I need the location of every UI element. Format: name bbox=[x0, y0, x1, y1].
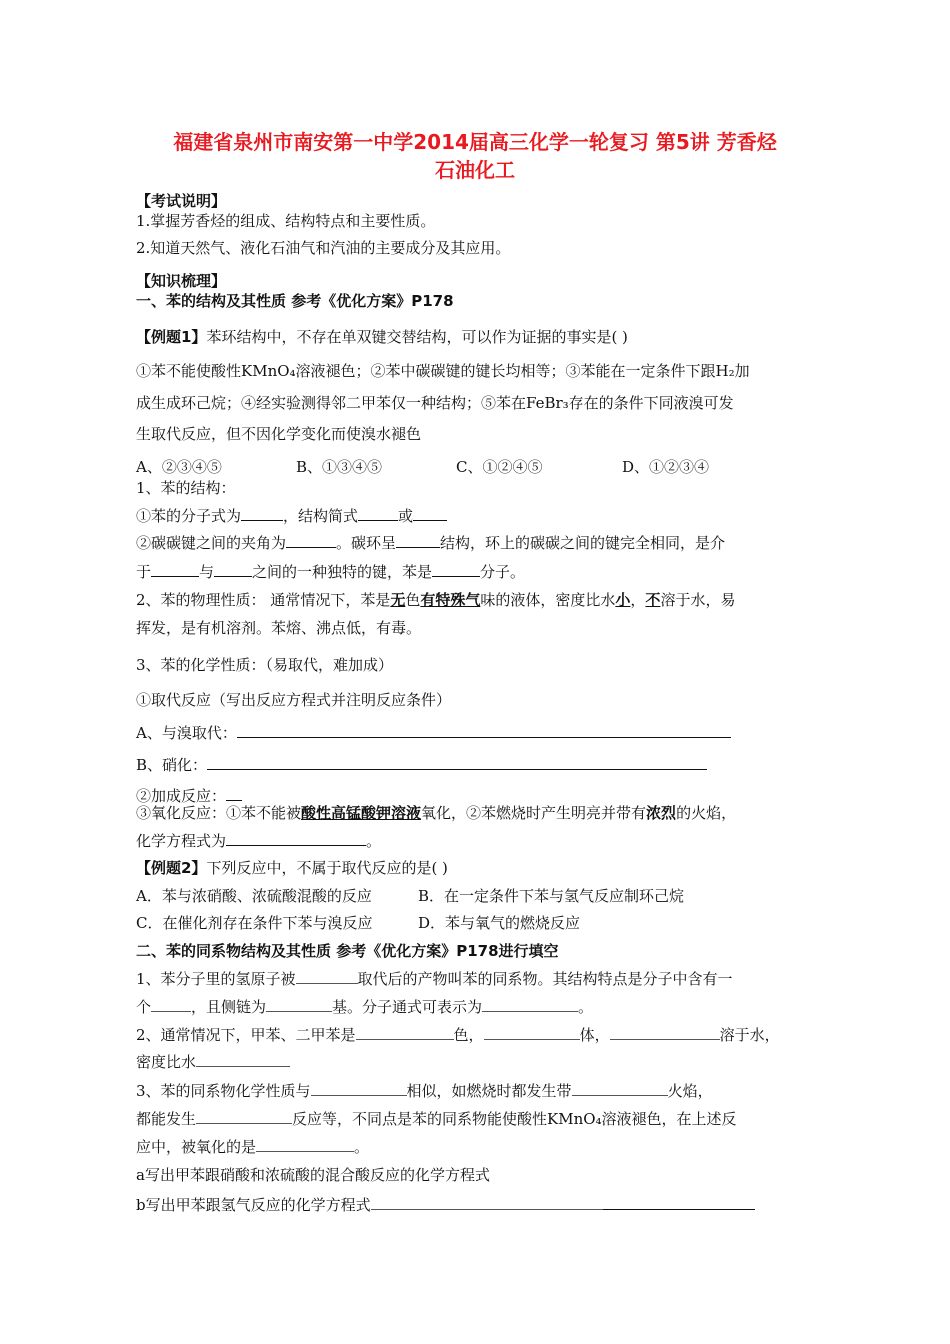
physical-line-1 bbox=[136, 590, 735, 610]
label: 于 bbox=[136, 563, 152, 581]
text: 都能发生 bbox=[136, 1110, 197, 1128]
option-c: C．在催化剂存在条件下苯与溴反应 bbox=[136, 914, 373, 932]
blank-flame[interactable] bbox=[572, 1081, 668, 1096]
blank-substituent[interactable] bbox=[296, 969, 358, 984]
blank-addition[interactable] bbox=[226, 786, 242, 801]
homolog-line-3 bbox=[136, 1025, 780, 1045]
emphasis: 无 bbox=[390, 591, 406, 609]
blank-ring[interactable] bbox=[151, 997, 191, 1012]
option-c: C、①②④⑤ bbox=[456, 458, 543, 476]
oxidation-line bbox=[136, 803, 736, 823]
homolog-line-5 bbox=[136, 1081, 713, 1101]
label: 。 bbox=[366, 832, 382, 850]
blank-molecule-type[interactable] bbox=[432, 562, 480, 577]
chemical-heading: 3、苯的化学性质：（易取代，难加成） bbox=[136, 656, 394, 674]
structure-heading: 1、苯的结构： bbox=[136, 479, 236, 497]
blank-bond-1[interactable] bbox=[151, 562, 199, 577]
text: 色， bbox=[453, 1026, 484, 1044]
blank-ring-shape[interactable] bbox=[396, 533, 440, 548]
emphasis: 小 bbox=[615, 591, 631, 609]
homolog-line-2 bbox=[136, 997, 593, 1017]
structure-line-1 bbox=[136, 506, 447, 526]
blank-structure[interactable] bbox=[358, 506, 398, 521]
section2-heading: 二、苯的同系物结构及其性质 参考《优化方案》P178进行填空 bbox=[136, 942, 559, 960]
text: 。 bbox=[354, 1138, 370, 1156]
bromination-line bbox=[136, 723, 731, 743]
blank-nitration[interactable] bbox=[207, 755, 707, 770]
document-title-line1: 福建省泉州市南安第一中学2014届高三化学一轮复习 第5讲 芳香烃 bbox=[173, 130, 777, 154]
document-title-line2: 石油化工 bbox=[435, 158, 515, 182]
text: ③氧化反应：①苯不能被 bbox=[136, 804, 302, 822]
label: 与 bbox=[199, 563, 215, 581]
structure-line-3 bbox=[136, 562, 525, 582]
text: 1、苯分子里的氢原子被 bbox=[136, 970, 296, 988]
text: 2、苯的物理性质： 通常情况下，苯是 bbox=[136, 591, 391, 609]
blank-color[interactable] bbox=[356, 1025, 454, 1040]
substitution-heading: ①取代反应（写出反应方程式并注明反应条件） bbox=[136, 691, 452, 709]
text: 应中，被氧化的是 bbox=[136, 1138, 257, 1156]
label: ，结构简式 bbox=[283, 507, 359, 525]
label: 之间的一种独特的键，苯是 bbox=[252, 563, 433, 581]
label: ②碳碳键之间的夹角为 bbox=[136, 534, 287, 552]
structure-line-2 bbox=[136, 533, 725, 553]
emphasis: 酸性高锰酸钾溶液 bbox=[301, 804, 422, 822]
emphasis: 有特殊气 bbox=[420, 591, 481, 609]
blank-combustion[interactable] bbox=[226, 831, 366, 846]
example2-options-row1 bbox=[136, 886, 684, 906]
option-d: D．苯与氧气的燃烧反应 bbox=[418, 914, 581, 932]
blank-similar[interactable] bbox=[311, 1081, 407, 1096]
text: ，且侧链为 bbox=[191, 998, 267, 1016]
example1-question bbox=[136, 327, 628, 347]
example2-label: 【例题2】 bbox=[136, 859, 207, 877]
exam-item-1: 1.掌握芳香烃的组成、结构特点和主要性质。 bbox=[136, 212, 436, 230]
blank-bond-2[interactable] bbox=[214, 562, 252, 577]
text: 的火焰， bbox=[676, 804, 737, 822]
blank-side-chain[interactable] bbox=[266, 997, 332, 1012]
exam-heading: 【考试说明】 bbox=[136, 192, 227, 210]
homolog-line-6 bbox=[136, 1109, 737, 1129]
text: ， bbox=[630, 591, 646, 609]
label: ②加成反应： bbox=[136, 787, 227, 805]
example1-statement-1: ①苯不能使酸性KMnO₄溶液褪色；②苯中碳碳键的键长均相等；③苯能在一定条件下跟H₂加 bbox=[136, 362, 750, 380]
example1-statement-2: 成生成环己烷；④经实验测得邻二甲苯仅一种结构；⑤苯在FeBr₃存在的条件下同液溴可发 bbox=[136, 394, 734, 412]
blank-reaction[interactable] bbox=[196, 1109, 292, 1124]
label: 。碳环呈 bbox=[336, 534, 397, 552]
example2-text: 下列反应中，不属于取代反应的是( ) bbox=[206, 859, 448, 877]
text: 氧化，②苯燃烧时产生明亮并带有 bbox=[421, 804, 647, 822]
blank-state[interactable] bbox=[484, 1025, 580, 1040]
text: 反应等，不同点是苯的同系物能使酸性KMnO₄溶液褪色，在上述反 bbox=[292, 1110, 737, 1128]
homolog-line-4 bbox=[136, 1052, 290, 1072]
label: 或 bbox=[398, 507, 414, 525]
emphasis: 浓烈 bbox=[646, 804, 677, 822]
example1-label: 【例题1】 bbox=[136, 328, 207, 346]
exam-item-2: 2.知道天然气、液化石油气和汽油的主要成分及其应用。 bbox=[136, 239, 511, 257]
example1-statement-3: 生取代反应，但不因化学变化而使溴水褪色 bbox=[136, 425, 422, 443]
text: 色 bbox=[405, 591, 421, 609]
option-d: D、①②③④ bbox=[622, 458, 710, 476]
homolog-line-7 bbox=[136, 1137, 369, 1157]
text: 火焰， bbox=[667, 1082, 713, 1100]
text: 密度比水 bbox=[136, 1053, 197, 1071]
emphasis: 不 bbox=[645, 591, 661, 609]
label: 结构，环上的碳碳之间的键完全相同，是介 bbox=[440, 534, 726, 552]
label: ①苯的分子式为 bbox=[136, 507, 242, 525]
question-b bbox=[136, 1195, 755, 1215]
blank-hydrogenation-2[interactable] bbox=[603, 1195, 755, 1210]
option-b: B．在一定条件下苯与氢气反应制环己烷 bbox=[418, 887, 685, 905]
text: 基。分子通式可表示为 bbox=[332, 998, 483, 1016]
knowledge-heading: 【知识梳理】 bbox=[136, 272, 227, 290]
text: 取代后的产物叫苯的同系物。其结构特点是分子中含有一 bbox=[357, 970, 733, 988]
combustion-equation-line bbox=[136, 831, 381, 851]
question-a: a写出甲苯跟硝酸和浓硫酸的混合酸反应的化学方程式 bbox=[136, 1166, 490, 1184]
label: B、硝化： bbox=[136, 756, 208, 774]
example1-text: 苯环结构中，不存在单双键交替结构，可以作为证据的事实是( ) bbox=[206, 328, 628, 346]
label: A、与溴取代： bbox=[136, 724, 237, 742]
text: 相似，如燃烧时都发生带 bbox=[406, 1082, 572, 1100]
blank-bromination[interactable] bbox=[237, 723, 731, 738]
blank-angle[interactable] bbox=[286, 533, 336, 548]
label: 化学方程式为 bbox=[136, 832, 227, 850]
example2-options-row2 bbox=[136, 913, 580, 933]
text: b写出甲苯跟氢气反应的化学方程式 bbox=[136, 1196, 371, 1214]
blank-oxidized[interactable] bbox=[256, 1137, 354, 1152]
example1-options bbox=[136, 457, 736, 477]
option-a: A、②③④⑤ bbox=[136, 458, 222, 476]
homolog-line-1 bbox=[136, 969, 733, 989]
nitration-line bbox=[136, 755, 707, 775]
example2-question bbox=[136, 858, 448, 878]
text: 味的液体，密度比水 bbox=[480, 591, 616, 609]
option-a: A．苯与浓硝酸、浓硫酸混酸的反应 bbox=[136, 887, 372, 905]
physical-line-2: 挥发，是有机溶剂。苯熔、沸点低，有毒。 bbox=[136, 619, 422, 637]
label: 分子。 bbox=[480, 563, 526, 581]
text: 个 bbox=[136, 998, 152, 1016]
text: 2、通常情况下，甲苯、二甲苯是 bbox=[136, 1026, 356, 1044]
section1-heading: 一、苯的结构及其性质 参考《优化方案》P178 bbox=[136, 292, 454, 310]
option-b: B、①③④⑤ bbox=[296, 458, 383, 476]
text: 体， bbox=[579, 1026, 610, 1044]
blank-solubility[interactable] bbox=[610, 1025, 720, 1040]
blank-general-formula[interactable] bbox=[482, 997, 578, 1012]
text: 溶于水，易 bbox=[660, 591, 736, 609]
blank-density[interactable] bbox=[196, 1052, 290, 1067]
text: 溶于水， bbox=[719, 1026, 780, 1044]
blank-formula[interactable] bbox=[241, 506, 283, 521]
blank-structure-alt[interactable] bbox=[413, 506, 447, 521]
text: 3、苯的同系物化学性质与 bbox=[136, 1082, 311, 1100]
blank-hydrogenation-1[interactable] bbox=[371, 1195, 603, 1210]
text: 。 bbox=[578, 998, 594, 1016]
